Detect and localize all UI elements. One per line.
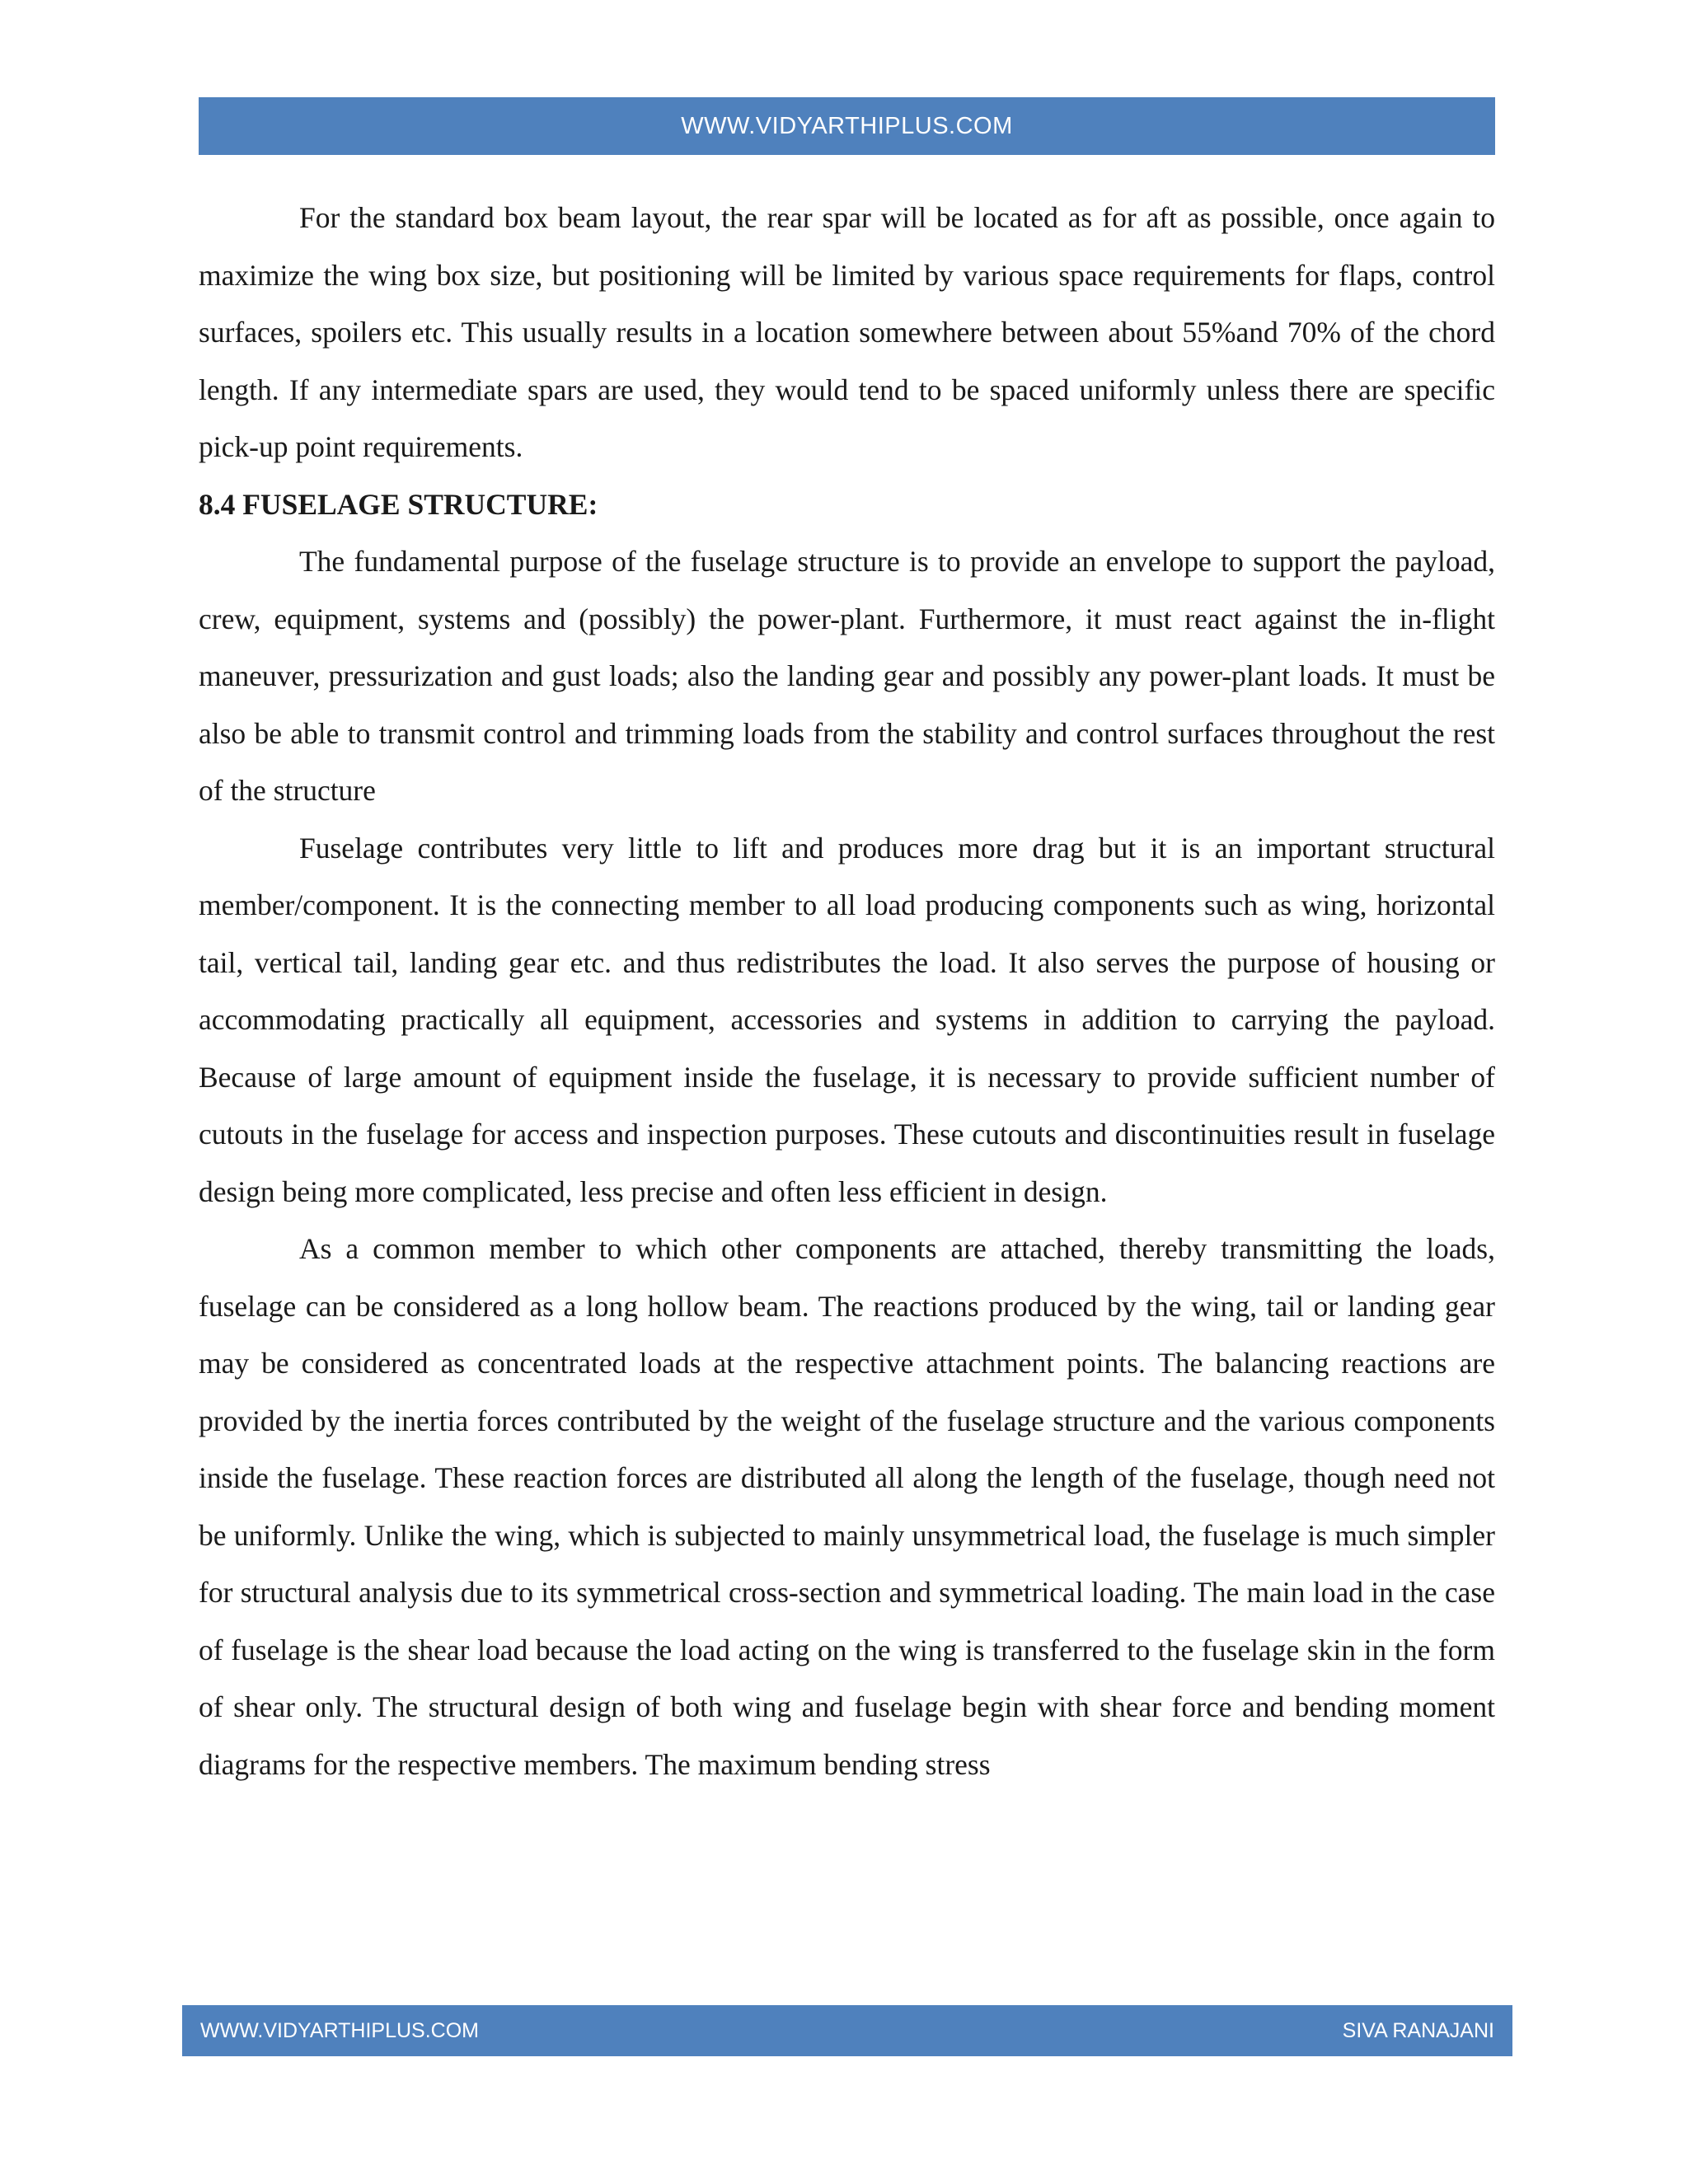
header-site-url: WWW.VIDYARTHIPLUS.COM: [681, 112, 1013, 139]
page-header: [199, 97, 1495, 155]
page-footer: [182, 2005, 1512, 2056]
footer-site-url: WWW.VIDYARTHIPLUS.COM: [200, 2018, 479, 2042]
section-heading: 8.4 FUSELAGE STRUCTURE:: [199, 487, 598, 521]
paragraph-fuselage-beam: As a common member to which other components are attached, thereby transmitting the loads, fuselage can be considered as a long hollow beam. The reactions produced by the wing, tail or landing gear may be considered as concentrated loads at the respective attachment points. The balancing reactions are provided by the inertia forces contributed by the weight of the fuselage structure and the various components inside the fuselage. These reaction forces are distributed all along the length of the fuselage, though need not be uniformly. Unlike the wing, which is subjected to mainly unsymmetrical load, the fuselage is much simpler for structural analysis due to its symmetrical cross-section and symmetrical loading. The main load in the case of fuselage is the shear load because the load acting on the wing is transferred to the fuselage skin in the form of shear only. The structural design of both wing and fuselage begin with shear force and bending moment diagrams for the respective members. The maximum bending stress: [199, 1232, 1495, 1781]
paragraph-fuselage-member: Fuselage contributes very little to lift and produces more drag but it is an important structural member/component. It is the connecting member to all load producing components such as wing, horizontal tail, vertical tail, landing gear etc. and thus redistributes the load. It also serves the purpose of housing or accommodating practically all equipment, accessories and systems in addition to carrying the payload. Because of large amount of equipment inside the fuselage, it is necessary to provide sufficient number of cutouts in the fuselage for access and inspection purposes. These cutouts and discontinuities result in fuselage design being more complicated, less precise and often less efficient in design.: [199, 831, 1495, 1208]
page-content: [199, 190, 1495, 1793]
paragraph-rear-spar: For the standard box beam layout, the rear spar will be located as for aft as possible, once again to maximize the wing box size, but positioning will be limited by various space requirements for flaps, control surfaces, spoilers etc. This usually results in a location somewhere between about 55%and 70% of the chord length. If any intermediate spars are used, they would tend to be spaced uniformly unless there are specific pick-up point requirements.: [199, 201, 1495, 463]
footer-author: SIVA RANAJANI: [1342, 2018, 1494, 2042]
paragraph-fuselage-purpose: The fundamental purpose of the fuselage structure is to provide an envelope to support the payload, crew, equipment, systems and (possibly) the power-plant. Furthermore, it must react against the in-flight maneuver, pressurization and gust loads; also the landing gear and possibly any power-plant loads. It must be also be able to transmit control and trimming loads from the stability and control surfaces throughout the rest of the structure: [199, 545, 1495, 807]
